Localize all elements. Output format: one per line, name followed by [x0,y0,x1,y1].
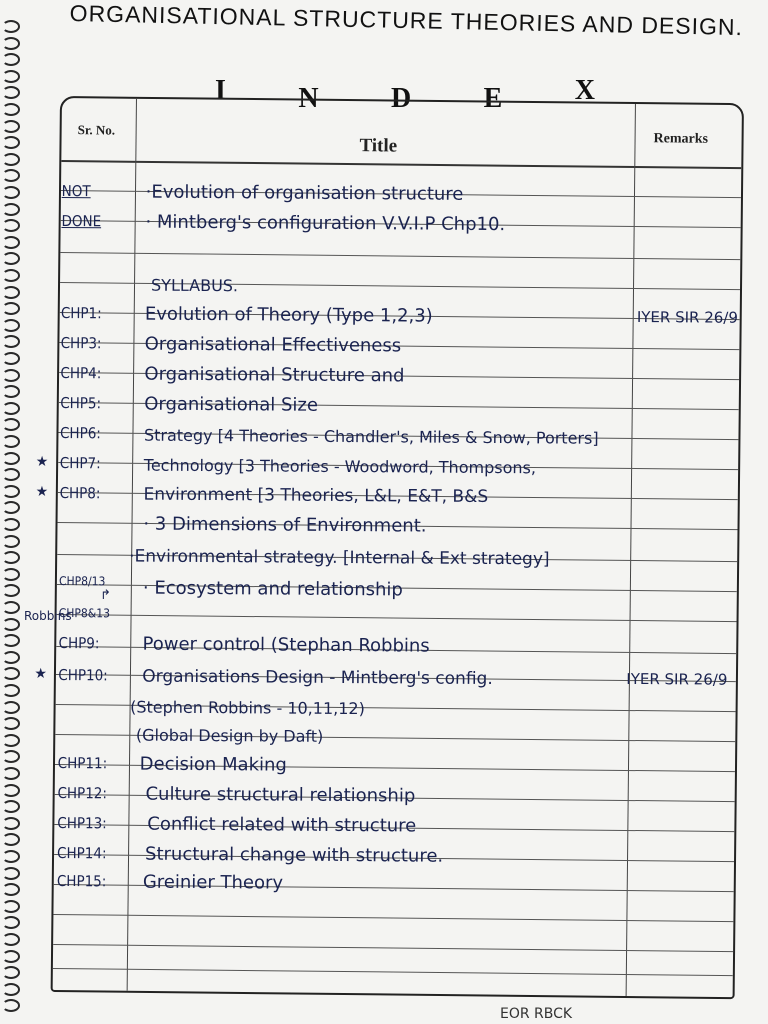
row-title: ·Environmental strategy. [Internal & Ext strategy] [129,546,550,570]
table-row [57,506,747,539]
row-title: Organisations Design - Mintberg's config. [142,666,493,690]
spiral-ring [2,452,20,465]
spiral-ring [2,352,20,365]
row-sr: CHP8/13 [58,574,106,589]
spiral-ring [2,784,20,797]
row-sr: CHP12: [57,783,108,803]
spiral-ring [2,518,20,531]
table-row [55,864,745,897]
spiral-ring [2,535,20,548]
table-row [59,266,749,299]
table-row [56,626,746,659]
table-rows [34,150,750,915]
row-title: Organisational Structure and [144,363,405,387]
spiral-ring [2,701,20,714]
page-heading: ORGANISATIONAL STRUCTURE THEORIES AND DESIGN. [69,0,744,41]
row-sr: CHP15: [56,871,107,891]
row-sr: CHP4: [60,364,102,383]
spiral-ring [2,236,20,249]
spiral-ring [2,568,20,581]
spiral-ring [2,37,20,50]
row-sr: CHP14: [57,843,107,863]
spiral-ring [2,402,20,415]
row-title: ·Evolution of organisation structure [145,181,464,205]
arrow-icon: ↱ [100,588,111,603]
row-title: Technology [3 Theories - Woodword, Thompsons, [143,455,537,478]
row-sr: CHP8&13 [58,606,111,621]
ruled-line [53,944,733,952]
table-row [58,416,748,449]
row-sr: CHP1: [60,304,102,323]
row-sr: CHP6: [59,424,101,443]
spiral-ring [2,817,20,830]
spiral-binding [0,20,22,1020]
spiral-ring [2,120,20,133]
spiral-ring [2,302,20,315]
index-letter: E [483,83,503,114]
row-title: Strategy [4 Theories - Chandler's, Miles & Snow, Porters] [143,425,599,448]
spiral-ring [2,219,20,232]
spiral-ring [2,833,20,846]
index-letter: D [390,83,412,114]
spiral-ring [2,900,20,913]
table-row [59,204,749,237]
table-row [57,594,747,627]
spiral-ring [2,136,20,149]
spiral-ring [2,551,20,564]
row-title: Structural change with structure. [145,843,444,867]
table-row [57,538,747,571]
spiral-ring [2,800,20,813]
spiral-ring [2,153,20,166]
spiral-ring [2,20,20,33]
row-sr: CHP3: [60,334,102,353]
spiral-ring [2,252,20,265]
index-letter: X [574,75,595,106]
spiral-ring [2,369,20,382]
table-row [59,326,749,359]
spiral-ring [2,186,20,199]
table-row [55,776,745,809]
spiral-ring [2,485,20,498]
footer-scrawl: EOR RBCK [500,1006,573,1022]
spiral-ring [2,286,20,299]
spiral-ring [2,734,20,747]
index-letter: N [298,83,319,114]
row-remarks: IYER SIR 26/9 [626,669,728,689]
spiral-ring [2,883,20,896]
table-row [58,356,748,389]
row-title: · Ecosystem and relationship [142,577,403,601]
spiral-ring [2,651,20,664]
row-sr: CHP10: [58,666,108,685]
table-row [60,174,750,207]
row-title: Greinier Theory [142,871,284,894]
spiral-ring [2,717,20,730]
star-icon: ★ [34,665,47,682]
table-row [56,746,746,779]
header-remarks: Remarks [653,131,709,147]
star-icon: ★ [35,483,49,500]
table-row [35,446,748,479]
spiral-ring [2,966,20,979]
spiral-ring [2,983,20,996]
spiral-ring [2,618,20,631]
spiral-ring [2,501,20,514]
table-row [35,476,748,509]
spiral-ring [2,684,20,697]
row-title: Decision Making [139,753,287,776]
row-title: (Stephen Robbins - 10,11,12) [130,697,365,719]
spiral-ring [2,319,20,332]
table-row [59,296,749,329]
header-sr-no: Sr. No. [77,122,116,138]
row-title: Culture structural relationship [145,783,416,807]
spiral-ring [2,767,20,780]
index-letter: I [215,75,226,106]
row-title: Organisational Effectiveness [144,333,402,357]
row-sr: CHP5: [60,394,102,413]
row-sr: CHP7: [59,454,101,473]
row-title: Evolution of Theory (Type 1,2,3) [144,303,433,327]
spiral-ring [2,169,20,182]
spiral-ring [2,584,20,597]
spiral-ring [2,418,20,431]
spiral-ring [2,86,20,99]
row-title: Power control (Stephan Robbins [142,633,430,657]
ruled-line [53,968,733,976]
spiral-ring [2,103,20,116]
spiral-ring [2,867,20,880]
table-row [58,386,748,419]
row-sr: DONE [61,212,102,231]
row-sr: CHP8: [59,484,101,503]
table-row [55,806,745,839]
row-title: · 3 Dimensions of Environment. [143,513,427,537]
spiral-ring [2,335,20,348]
ruled-line [53,914,733,922]
row-sr: CHP11: [57,753,108,773]
side-note: Robbins [24,609,72,623]
row-title: SYLLABUS. [150,275,239,296]
spiral-ring [2,70,20,83]
row-sr: NOT [61,182,91,201]
spiral-ring [2,750,20,763]
spiral-ring [2,468,20,481]
table-row [56,716,746,749]
spiral-ring [2,850,20,863]
spiral-ring [2,385,20,398]
spiral-ring [2,933,20,946]
table-row [34,658,746,691]
spiral-ring [2,53,20,66]
row-sr: CHP13: [57,813,107,833]
header-title: Title [359,135,398,157]
table-row [59,236,749,269]
spiral-ring [2,634,20,647]
row-sr: CHP9: [58,634,100,653]
row-title: Organisational Size [144,393,319,416]
row-title: (Global Design by Daft) [135,725,324,746]
row-title: Conflict related with structure [147,813,417,837]
spiral-ring [2,950,20,963]
row-title: · Mintberg's configuration V.V.I.P Chp10. [145,211,506,236]
row-remarks: IYER SIR 26/9 [636,308,738,327]
row-title: Environment [3 Theories, L&L, E&T, B&S [143,484,489,507]
spiral-ring [2,667,20,680]
spiral-ring [2,435,20,448]
spiral-ring [2,269,20,282]
spiral-ring [2,203,20,216]
spiral-ring [2,916,20,929]
spiral-ring [2,999,20,1012]
spiral-ring [2,601,20,614]
star-icon: ★ [35,453,49,470]
